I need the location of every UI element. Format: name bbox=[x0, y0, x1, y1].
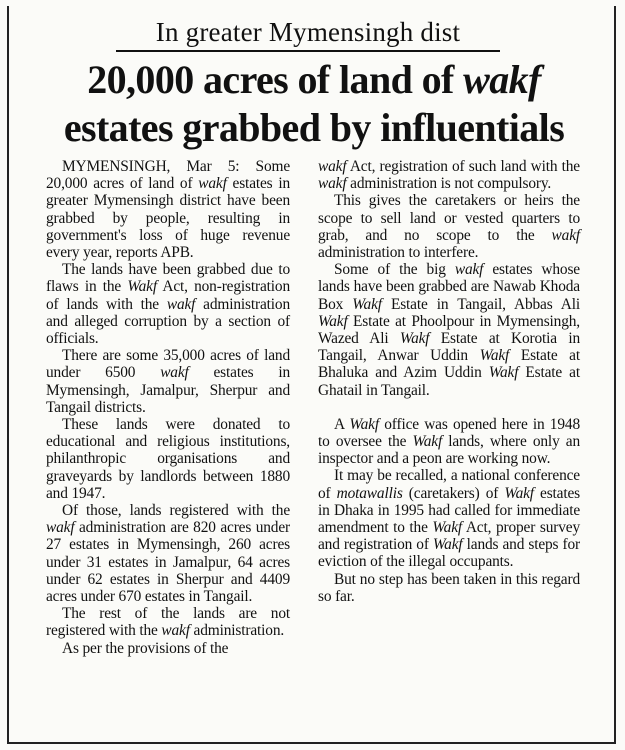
headline-line-2: estates grabbed by influentials bbox=[63, 105, 565, 150]
paragraph: Some of the big wakf estates whose lands have been grabbed are Nawab Khoda Box Wakf Estate in Tangail, Abbas Ali Wakf Estate at Phoolpour in Mymensingh, Wazed Ali Wakf Estate at Korotia in Tangail, Anwar Uddin Wakf Estate at Bhaluka and Azim Uddin Wakf Estate at Ghatail in Tangail. bbox=[318, 261, 580, 399]
headline-wakf-word: wakf bbox=[463, 57, 541, 102]
article-column-left bbox=[46, 158, 290, 657]
paragraph: As per the provisions of the bbox=[62, 639, 229, 657]
paragraph: MYMENSINGH, Mar 5: Some 20,000 acres of land of wakf estates in greater Mymensingh district have been grabbed by people, resulting in government's loss of huge revenue every year, reports APB. bbox=[46, 158, 290, 262]
paragraph: Of those, lands registered with the wakf administration are 820 acres under 27 estates in Mymensingh, 260 acres under 31 estates in Jamalpur, 64 acres under 62 estates in Sherpur and 4409 acres under 670 estates in Tangail. bbox=[46, 502, 290, 606]
paragraph: This gives the caretakers or heirs the scope to sell land or vested quarters to grab, and no scope to the wakf administration to interfere. bbox=[318, 192, 580, 262]
paragraph: The lands have been grabbed due to flaws in the Wakf Act, non-registration of lands with the wakf administration and alleged corruption by a section of officials. bbox=[46, 261, 290, 348]
headline-line-1 bbox=[8, 56, 620, 104]
paragraph: A Wakf office was opened here in 1948 to oversee the Wakf lands, where only an inspector and a peon are working now. bbox=[318, 415, 580, 468]
paragraph: It may be recalled, a national conference of motawallis (caretakers) of Wakf estates in Dhaka in 1995 had called for immediate amendment to the Wakf Act, proper survey and registration of Wakf lands and steps for eviction of the illegal occupants. bbox=[318, 467, 581, 571]
paragraph: These lands were donated to educational and religious institutions, philanthropic organisations and graveyards by landlords between 1880 and 1947. bbox=[46, 416, 290, 502]
headline-line-1-text: 20,000 acres of land of bbox=[87, 57, 464, 102]
article-column-right bbox=[318, 158, 580, 605]
paragraph: But no step has been taken in this regard so far. bbox=[318, 570, 580, 605]
paragraph: wakf Act, registration of such land with the wakf administration is not compulsory. bbox=[318, 158, 580, 193]
paragraph: There are some 35,000 acres of land under 6500 wakf estates in Mymensingh, Jamalpur, Sherpur and Tangail districts. bbox=[46, 347, 291, 416]
kicker-underline bbox=[116, 50, 500, 52]
kicker-line: In greater Mymensingh dist bbox=[155, 17, 461, 47]
paragraph: The rest of the lands are not registered with the wakf administration. bbox=[46, 605, 290, 640]
headline bbox=[8, 56, 620, 152]
